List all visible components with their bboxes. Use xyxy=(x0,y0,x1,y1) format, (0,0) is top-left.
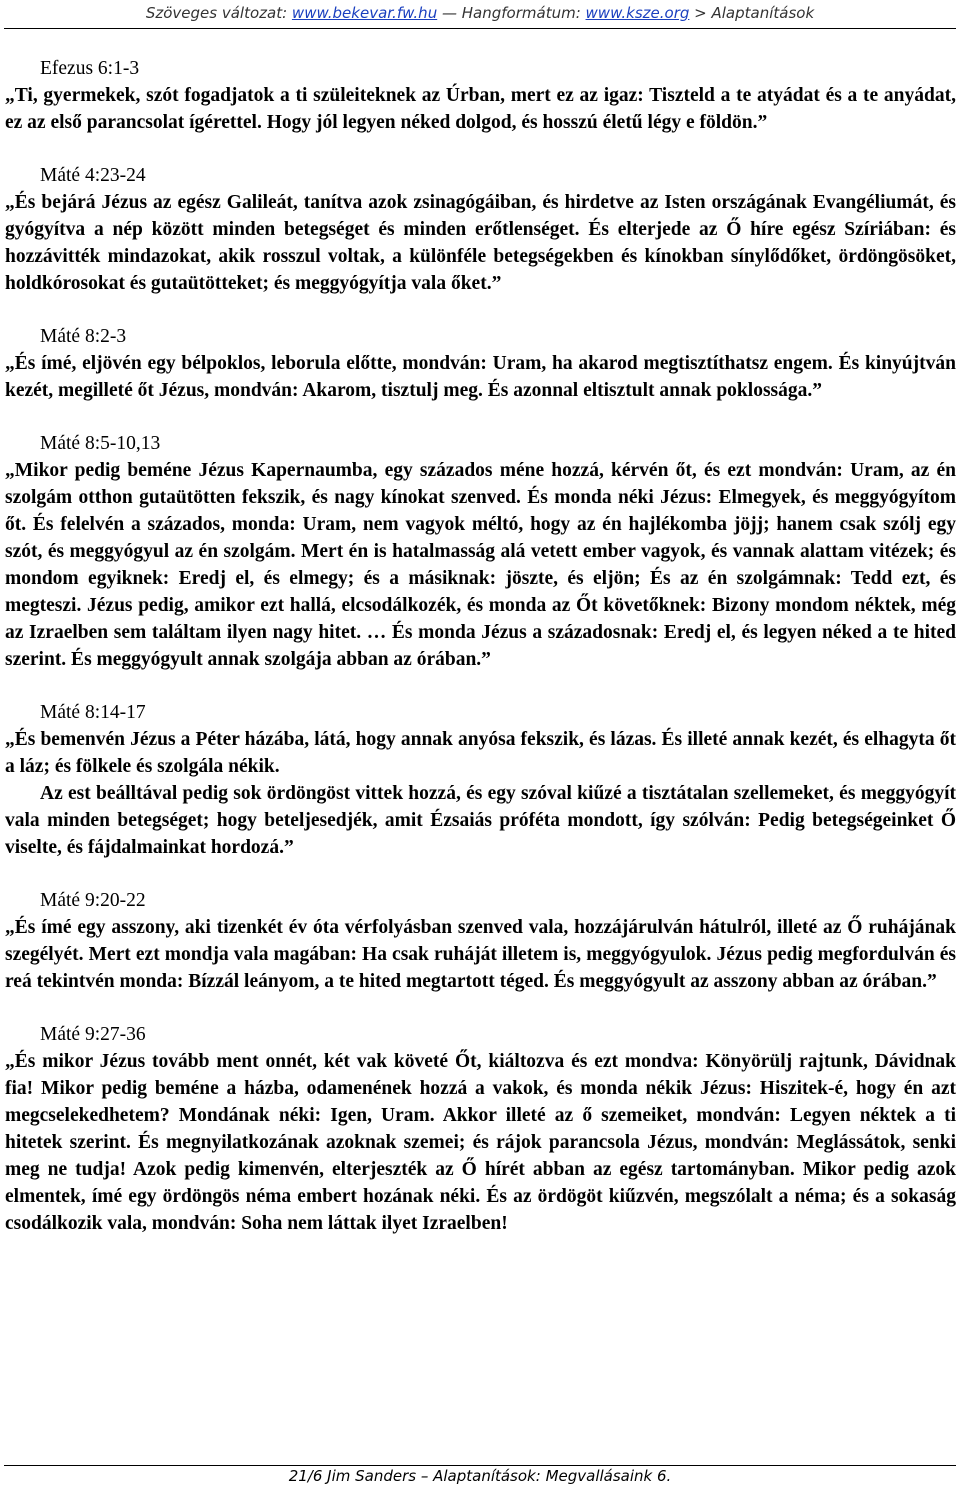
scripture-reference: Máté 9:20-22 xyxy=(40,890,146,911)
scripture-reference: Máté 8:2-3 xyxy=(40,326,127,347)
scripture-quote: „És mikor Jézus tovább ment onnét, két vak követé Őt, kiáltozva és ezt mondva: Könyörülj rajtunk, Dávidnak fia! Mikor pedig beméne a házba, odamenének hozzá a vakok, és monda nékik Jézus: Hiszitek-é, hogy én azt megcselekedhetem? Mondának néki: Igen, Uram. Akkor illeté az ő szemeiket, mondván: Legyen néktek a ti hitetek szerint. És megnyilatkozának azoknak szemei; és rájok parancsola Jézus, mondván: Meglássátok, senki meg ne tudja! Azok pedig kimenvén, elterjeszték az Ő hírét abban az egész tartományban. Mikor pedig azok elmentek, ímé egy ördöngös néma embert hozának néki. És az ördögöt kiűzvén, megszólalt a néma; és a sokaság csodálkozik vala, mondván: Soha nem láttak ilyet Izraelben! xyxy=(5,1051,956,1234)
header-divider xyxy=(4,28,956,29)
header-breadcrumb: > Alaptanítások xyxy=(694,4,815,22)
page-header xyxy=(0,4,960,22)
ksze-link[interactable]: www.ksze.org xyxy=(585,4,690,22)
scripture-quote: „És bemenvén Jézus a Péter házába, látá, hogy annak anyósa fekszik, és lázas. És illeté annak kezét, és elhagyta őt a láz; és fölkele és szolgála nékik. xyxy=(5,729,956,777)
scripture-reference: Efezus 6:1-3 xyxy=(40,58,140,79)
scripture-reference: Máté 8:14-17 xyxy=(40,702,146,723)
header-separator: — xyxy=(441,4,457,22)
footer-divider xyxy=(4,1465,956,1466)
scripture-reference: Máté 4:23-24 xyxy=(40,165,146,186)
scripture-section xyxy=(5,324,956,404)
header-version-label: Szöveges változat: xyxy=(145,4,288,22)
scripture-reference: Máté 8:5-10,13 xyxy=(40,433,161,454)
scripture-quote: „És ímé, eljövén egy bélpoklos, leborula előtte, mondván: Uram, ha akarod megtisztíthatsz engem. És kinyújtván kezét, megilleté őt Jézus, mondván: Akarom, tisztulj meg. És azonnal eltisztult annak poklossága.” xyxy=(5,353,956,401)
scripture-section xyxy=(5,1022,956,1237)
bekevar-link[interactable]: www.bekevar.fw.hu xyxy=(291,4,438,22)
scripture-quote: „És ímé egy asszony, aki tizenkét év óta vérfolyásban szenved vala, hozzájárulván hátulról, illeté az Ő ruhájának szegélyét. Mert ezt mondja vala magában: Ha csak ruháját illetem is, meggyógyulok. Jézus pedig megfordulván és reá tekintvén monda: Bízzál leányom, a te hited megtartott téged. És meggyógyult az asszony abban az órában.” xyxy=(5,917,956,992)
page-footer: 21/6 Jim Sanders – Alaptanítások: Megvallásaink 6. xyxy=(288,1467,672,1485)
scripture-section xyxy=(5,431,956,673)
scripture-quote-continued: Az est beálltával pedig sok ördöngöst vittek hozzá, és egy szóval kiűzé a tisztátalan szellemeket, és meggyógyít vala minden betegséget; hogy beteljesedjék, amit Ézsaiás próféta mondott, így szólván: Pedig betegségeinket Ő viselte, és fájdalmainkat hordozá.” xyxy=(5,783,956,858)
scripture-quote: „Mikor pedig beméne Jézus Kapernaumba, egy százados méne hozzá, kérvén őt, és ezt mondván: Uram, az én szolgám otthon gutaütötten fekszik, és nagy kínokat szenved. És monda néki Jézus: Elmegyek, és meggyógyítom őt. És felelvén a százados, monda: Uram, nem vagyok méltó, hogy az én hajlékomba jöjj; hanem csak szólj egy szót, és meggyógyul az én szolgám. Mert én is hatalmasság alá vetett ember vagyok, és vannak alattam vitézek; és mondom egyiknek: Eredj el, és elmegy; és a másiknak: jöszte, és eljön; És az én szolgámnak: Tedd ezt, és megteszi. Jézus pedig, amikor ezt hallá, elcsodálkozék, és monda az Őt követőknek: Bizony mondom néktek, még az Izraelben sem találtam ilyen nagy hitet. … És monda Jézus a századosnak: Eredj el, és legyen néked a te hited szerint. És meggyógyult annak szolgája abban az órában.” xyxy=(5,460,956,670)
scripture-section xyxy=(5,163,956,297)
document-body xyxy=(5,56,956,1264)
scripture-section xyxy=(5,56,956,136)
scripture-quote: „És bejárá Jézus az egész Galileát, tanítva azok zsinagógáiban, és hirdetve az Isten országának Evangéliumát, és gyógyítva a nép között minden betegséget és minden erőtlenséget. És elterjede az Ő híre egész Szíriában: és hozzávitték mindazokat, akik rosszul voltak, a különféle betegségekben és kínokban sínylődőket, ördöngösöket, holdkórosokat és gutaütötteket; és meggyógyítja vala őket.” xyxy=(5,192,956,294)
header-sheet-label: Hangformátum: xyxy=(461,4,581,22)
scripture-section xyxy=(5,888,956,995)
scripture-quote: „Ti, gyermekek, szót fogadjatok a ti szüleiteknek az Úrban, mert ez az igaz: Tiszteld a te atyádat és a te anyádat, ez az első parancsolat ígérettel. Hogy jól legyen néked dolgod, és hosszú életű légy e földön.” xyxy=(5,85,956,133)
scripture-section xyxy=(5,700,956,861)
scripture-reference: Máté 9:27-36 xyxy=(40,1024,146,1045)
